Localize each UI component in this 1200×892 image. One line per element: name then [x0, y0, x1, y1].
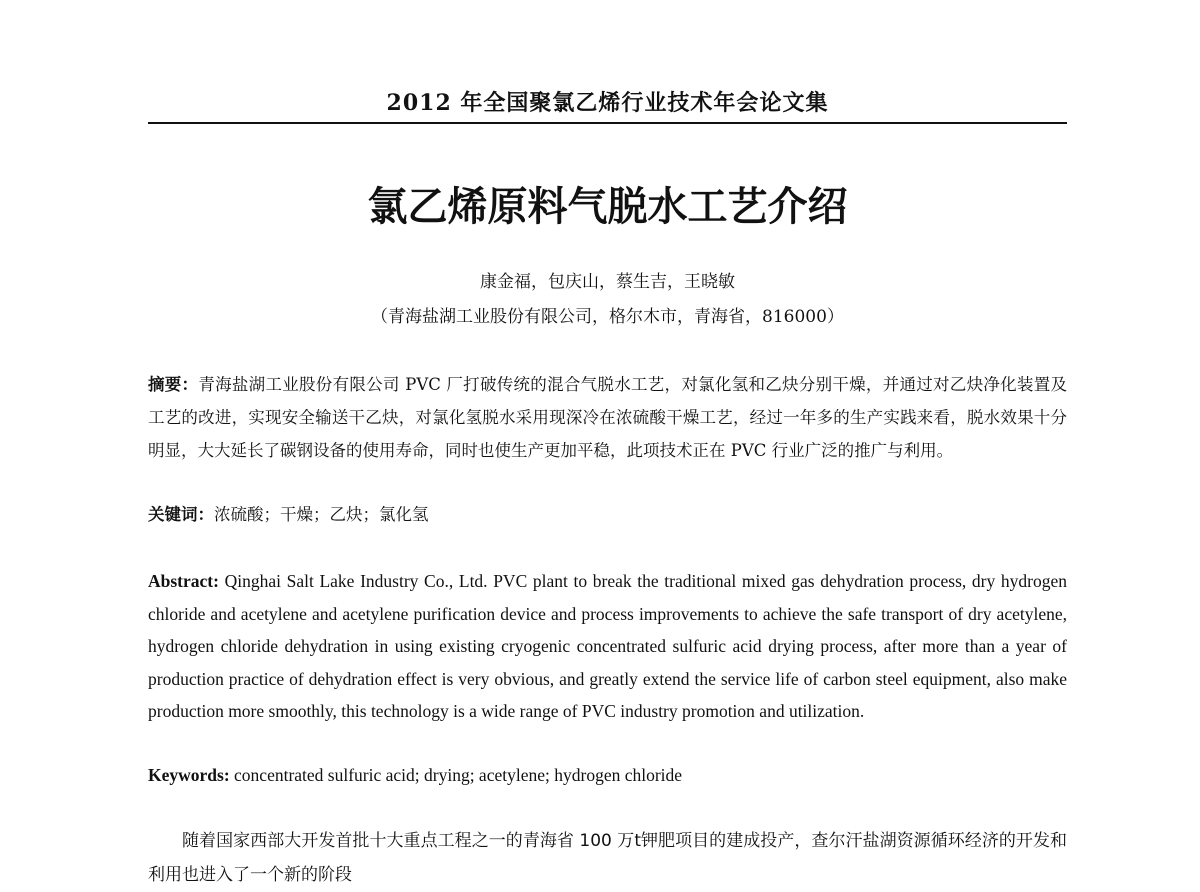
body-paragraph: 随着国家西部大开发首批十大重点工程之一的青海省 100 万t钾肥项目的建成投产，查尔汗盐湖资源循环经济的开发和利用也进入了一个新的阶段	[148, 831, 1067, 885]
affiliation: （青海盐湖工业股份有限公司，格尔木市，青海省，816000）	[371, 307, 844, 327]
abstract-chinese	[148, 368, 1067, 467]
keywords-cn-text: 浓硫酸；干燥；乙炔；氯化氢	[214, 505, 429, 524]
keywords-english	[148, 759, 1067, 791]
keywords-en-text: concentrated sulfuric acid; drying; acetylene; hydrogen chloride	[234, 765, 683, 785]
abstract-en-label: Abstract:	[148, 571, 219, 591]
author-list: 康金福，包庆山，蔡生吉，王晓敏	[480, 272, 735, 292]
header-rule	[148, 122, 1067, 124]
keywords-en-label: Keywords:	[148, 765, 230, 785]
abstract-cn-label: 摘要：	[148, 375, 199, 394]
paper-title: 氯乙烯原料气脱水工艺介绍	[367, 184, 848, 230]
abstract-en-text: Qinghai Salt Lake Industry Co., Ltd. PVC plant to break the traditional mixed gas dehydration process, dry hydrogen chloride and acetylene and acetylene purification device and process improvements to achieve the safe transport of dry acetylene, hydrogen chloride dehydration in using existing cryogenic concentrated sulfuric acid drying process, after more than a year of production practice of dehydration effect is very obvious, and greatly extend the service life of carbon steel equipment, also make production more smoothly, this technology is a wide range of PVC industry promotion and utilization.	[148, 571, 1067, 721]
keywords-cn-label: 关键词：	[148, 505, 214, 524]
abstract-cn-text: 青海盐湖工业股份有限公司 PVC 厂打破传统的混合气脱水工艺，对氯化氢和乙炔分别干燥，并通过对乙炔净化装置及工艺的改进，实现安全输送干乙炔，对氯化氢脱水采用现深冷在浓硫酸干燥工艺，经过一年多的生产实践来看，脱水效果十分明显，大大延长了碳钢设备的使用寿命，同时也使生产更加平稳，此项技术正在 PVC 行业广泛的推广与利用。	[148, 375, 1067, 460]
running-header: 2012 年全国聚氯乙烯行业技术年会论文集	[386, 90, 829, 116]
keywords-chinese	[148, 498, 1067, 531]
abstract-english	[148, 565, 1067, 728]
